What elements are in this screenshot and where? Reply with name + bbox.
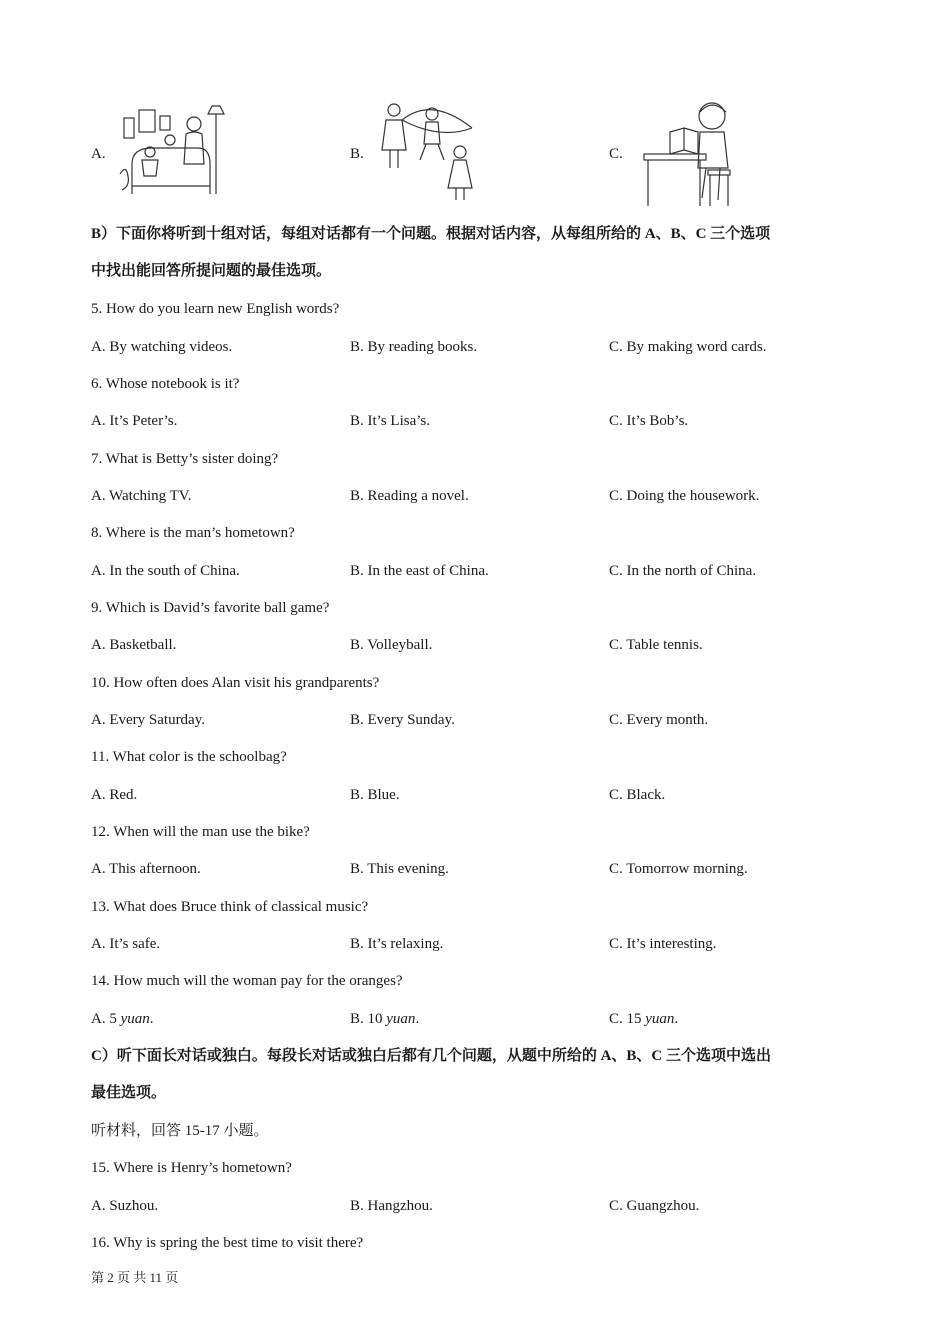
question-5: 5. How do you learn new English words? xyxy=(91,301,340,317)
question-7: 7. What is Betty’s sister doing? xyxy=(91,451,279,467)
question-8: 8. Where is the man’s hometown? xyxy=(91,525,295,541)
question-10: 10. How often does Alan visit his grandparents? xyxy=(91,675,380,691)
option-b: B. In the east of China. xyxy=(350,563,489,579)
option-b: B. It’s relaxing. xyxy=(350,936,444,952)
option-c: C. 15 yuan. xyxy=(609,1011,679,1027)
option-a: A. Watching TV. xyxy=(91,488,192,504)
section-c-heading-line1: C）听下面长对话或独白。每段长对话或独白后都有几个问题，从题中所给的 A、B、C 三个选项中选出 xyxy=(91,1048,772,1064)
option-c: C. By making word cards. xyxy=(609,339,767,355)
question-6: 6. Whose notebook is it? xyxy=(91,376,240,392)
question-13: 13. What does Bruce think of classical music? xyxy=(91,899,369,915)
option-b: B. It’s Lisa’s. xyxy=(350,413,431,429)
option-a: A. Red. xyxy=(91,787,138,803)
option-a: A. In the south of China. xyxy=(91,563,240,579)
option-c: C. Black. xyxy=(609,787,666,803)
family-living-room-picture xyxy=(112,104,232,199)
question-9: 9. Which is David’s favorite ball game? xyxy=(91,600,330,616)
question-14: 14. How much will the woman pay for the oranges? xyxy=(91,973,403,989)
option-b: B. 10 yuan. xyxy=(350,1011,420,1027)
option-b: B. By reading books. xyxy=(350,339,478,355)
option-b: B. Hangzhou. xyxy=(350,1198,433,1214)
option-a: A. It’s safe. xyxy=(91,936,161,952)
option-b: B. Blue. xyxy=(350,787,400,803)
option-a: A. By watching videos. xyxy=(91,339,233,355)
option-c: C. It’s Bob’s. xyxy=(609,413,689,429)
option-a: A. This afternoon. xyxy=(91,861,201,877)
girl-reading-at-desk-picture xyxy=(640,98,735,210)
picture-a-label: A. xyxy=(91,146,106,162)
section-b-heading-line1: B）下面你将听到十组对话，每组对话都有一个问题。根据对话内容，从每组所给的 A、B、C 三个选项 xyxy=(91,226,771,242)
question-11: 11. What color is the schoolbag? xyxy=(91,749,287,765)
option-b: B. Volleyball. xyxy=(350,637,433,653)
option-c: C. Table tennis. xyxy=(609,637,703,653)
page-footer: 第 2 页 共 11 页 xyxy=(91,1270,179,1285)
option-b: B. Reading a novel. xyxy=(350,488,469,504)
option-c: C. In the north of China. xyxy=(609,563,757,579)
question-16: 16. Why is spring the best time to visit there? xyxy=(91,1235,364,1251)
option-a: A. Suzhou. xyxy=(91,1198,159,1214)
option-a: A. Basketball. xyxy=(91,637,177,653)
option-c: C. Tomorrow morning. xyxy=(609,861,748,877)
section-c-instruction: 听材料，回答 15-17 小题。 xyxy=(91,1123,269,1139)
children-jumping-rope-picture xyxy=(380,100,480,205)
section-b-heading-line2: 中找出能回答所提问题的最佳选项。 xyxy=(91,263,332,279)
option-c: C. Every month. xyxy=(609,712,709,728)
option-c: C. Guangzhou. xyxy=(609,1198,700,1214)
option-a: A. Every Saturday. xyxy=(91,712,205,728)
question-15: 15. Where is Henry’s hometown? xyxy=(91,1160,292,1176)
question-12: 12. When will the man use the bike? xyxy=(91,824,310,840)
option-c: C. It’s interesting. xyxy=(609,936,717,952)
picture-b-label: B. xyxy=(350,146,364,162)
option-a: A. It’s Peter’s. xyxy=(91,413,178,429)
option-a: A. 5 yuan. xyxy=(91,1011,154,1027)
picture-c-label: C. xyxy=(609,146,623,162)
option-b: B. Every Sunday. xyxy=(350,712,455,728)
section-c-heading-line2: 最佳选项。 xyxy=(91,1085,167,1101)
option-c: C. Doing the housework. xyxy=(609,488,760,504)
option-b: B. This evening. xyxy=(350,861,449,877)
